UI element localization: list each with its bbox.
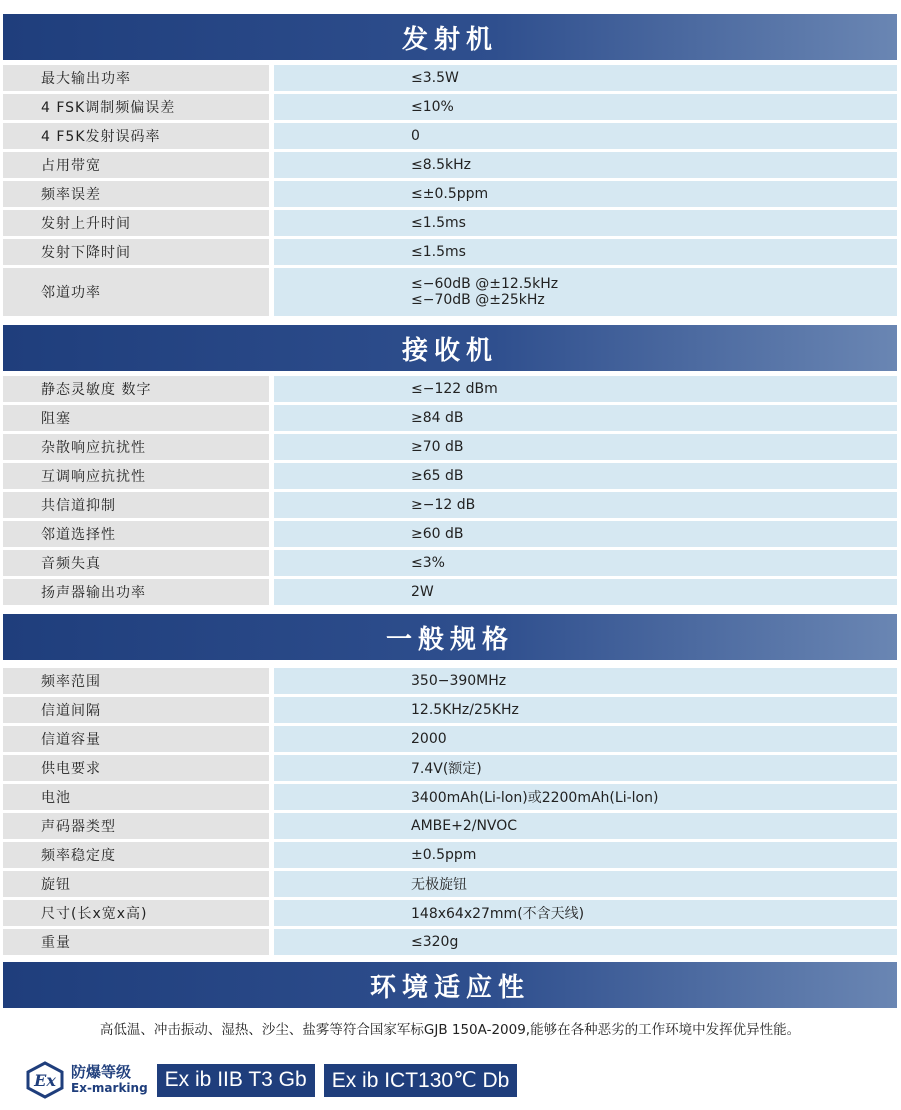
- section-header-receiver: [3, 325, 897, 371]
- spec-label: 电池: [3, 784, 269, 810]
- spec-label: 重量: [3, 929, 269, 955]
- spec-value: 0: [274, 123, 897, 149]
- spec-label: 音频失真: [3, 550, 269, 576]
- spec-value: AMBE+2/NVOC: [274, 813, 897, 839]
- table-row: [3, 521, 897, 547]
- table-row: [3, 492, 897, 518]
- table-row: [3, 579, 897, 605]
- spec-label: 频率稳定度: [3, 842, 269, 868]
- table-row: [3, 65, 897, 91]
- table-row: [3, 755, 897, 781]
- table-row: [3, 268, 897, 316]
- table-row: [3, 239, 897, 265]
- section-header-environment: [3, 962, 897, 1008]
- table-row: [3, 726, 897, 752]
- table-row: [3, 900, 897, 926]
- spec-label: 阻塞: [3, 405, 269, 431]
- spec-table-transmitter: [3, 65, 897, 316]
- table-row: [3, 94, 897, 120]
- spec-label: 尺寸(长x宽x高): [3, 900, 269, 926]
- section-header-transmitter: [3, 14, 897, 60]
- section-title: 一般规格: [385, 624, 514, 655]
- spec-label: 邻道功率: [3, 268, 269, 316]
- spec-label: 4 FSK调制频偏误差: [3, 94, 269, 120]
- spec-value: 3400mAh(Li-lon)或2200mAh(Li-lon): [274, 784, 897, 810]
- spec-value: ≤3.5W: [274, 65, 897, 91]
- spec-value: 无极旋钮: [274, 871, 897, 897]
- ex-logo-text: Ex: [34, 1071, 56, 1090]
- spec-label: 共信道抑制: [3, 492, 269, 518]
- spec-value: ≤3%: [274, 550, 897, 576]
- spec-label: 声码器类型: [3, 813, 269, 839]
- table-row: [3, 784, 897, 810]
- spec-value: ≥70 dB: [274, 434, 897, 460]
- spec-label: 扬声器输出功率: [3, 579, 269, 605]
- spec-value: ≤8.5kHz: [274, 152, 897, 178]
- spec-label: 频率误差: [3, 181, 269, 207]
- spec-value: 350−390MHz: [274, 668, 897, 694]
- spec-value: ≤±0.5ppm: [274, 181, 897, 207]
- spec-value: 7.4V(额定): [274, 755, 897, 781]
- spec-label: 旋钮: [3, 871, 269, 897]
- spec-label: 最大输出功率: [3, 65, 269, 91]
- spec-label: 供电要求: [3, 755, 269, 781]
- spec-value: ≤320g: [274, 929, 897, 955]
- table-row: [3, 697, 897, 723]
- section-title: 发射机: [401, 24, 498, 55]
- spec-label: 信道间隔: [3, 697, 269, 723]
- spec-value: 2000: [274, 726, 897, 752]
- spec-value: ≥60 dB: [274, 521, 897, 547]
- table-row: [3, 842, 897, 868]
- ex-badge-dust: Ex ib ICT130℃ Db: [324, 1064, 518, 1097]
- spec-label: 发射上升时间: [3, 210, 269, 236]
- spec-label: 互调响应抗扰性: [3, 463, 269, 489]
- spec-label: 4 F5K发射误码率: [3, 123, 269, 149]
- spec-table-general: [3, 668, 897, 955]
- table-row: [3, 668, 897, 694]
- ex-hexagon-icon: [25, 1061, 65, 1099]
- table-row: [3, 405, 897, 431]
- table-row: [3, 152, 897, 178]
- spec-value: ≥84 dB: [274, 405, 897, 431]
- spec-value: ≥65 dB: [274, 463, 897, 489]
- ex-label-en: Ex-marking: [71, 1081, 148, 1095]
- spec-value: ≤−122 dBm: [274, 376, 897, 402]
- ex-badge-gas: Ex ib IIB T3 Gb: [157, 1064, 315, 1097]
- table-row: [3, 463, 897, 489]
- table-row: [3, 210, 897, 236]
- spec-value: ±0.5ppm: [274, 842, 897, 868]
- section-title: 环境适应性: [369, 972, 530, 1003]
- table-row: [3, 376, 897, 402]
- spec-value: ≤−60dB @±12.5kHz ≤−70dB @±25kHz: [274, 268, 897, 316]
- spec-value: 148x64x27mm(不含天线): [274, 900, 897, 926]
- section-title: 接收机: [401, 335, 498, 366]
- table-row: [3, 813, 897, 839]
- spec-label: 占用带宽: [3, 152, 269, 178]
- spec-label: 静态灵敏度 数字: [3, 376, 269, 402]
- spec-value: ≤1.5ms: [274, 210, 897, 236]
- ex-marking-bar: [25, 1060, 517, 1100]
- spec-label: 杂散响应抗扰性: [3, 434, 269, 460]
- table-row: [3, 550, 897, 576]
- table-row: [3, 434, 897, 460]
- spec-value: ≥−12 dB: [274, 492, 897, 518]
- table-row: [3, 181, 897, 207]
- spec-label: 邻道选择性: [3, 521, 269, 547]
- ex-logo: [25, 1061, 148, 1099]
- spec-table-receiver: [3, 376, 897, 605]
- spec-value: ≤10%: [274, 94, 897, 120]
- spec-value: 2W: [274, 579, 897, 605]
- environment-description: 高低温、冲击振动、湿热、沙尘、盐雾等符合国家军标GJB 150A-2009,能够在各种恶劣的工作环境中发挥优异性能。: [99, 1022, 801, 1038]
- spec-label: 发射下降时间: [3, 239, 269, 265]
- ex-label-cn: 防爆等级: [71, 1063, 132, 1081]
- spec-label: 频率范围: [3, 668, 269, 694]
- spec-label: 信道容量: [3, 726, 269, 752]
- section-header-general: [3, 614, 897, 660]
- table-row: [3, 871, 897, 897]
- table-row: [3, 929, 897, 955]
- table-row: [3, 123, 897, 149]
- spec-value: 12.5KHz/25KHz: [274, 697, 897, 723]
- spec-value: ≤1.5ms: [274, 239, 897, 265]
